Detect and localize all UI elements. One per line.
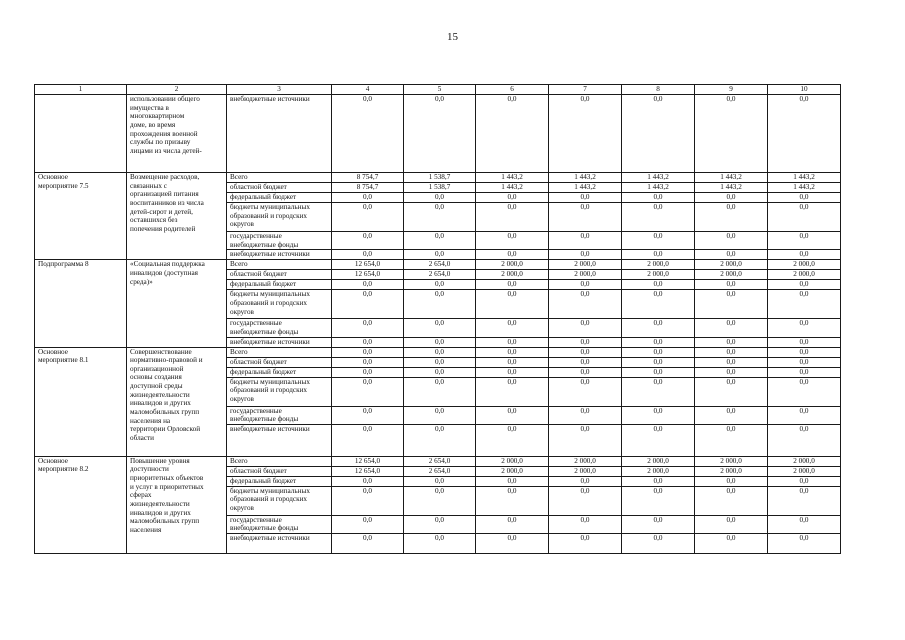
amount-cell: 0,0	[332, 290, 404, 319]
amount-cell: 0,0	[332, 319, 404, 337]
amount-cell: 0,0	[476, 319, 549, 337]
funding-source-cell: областной бюджет	[227, 466, 332, 476]
amount-cell: 12 654,0	[332, 260, 404, 270]
amount-cell: 0,0	[549, 193, 622, 203]
amount-cell: 0,0	[404, 290, 476, 319]
header-cell: 1	[35, 85, 127, 95]
amount-cell: 0,0	[332, 476, 404, 486]
amount-cell: 0,0	[549, 486, 622, 515]
amount-cell: 0,0	[476, 515, 549, 533]
amount-cell: 0,0	[622, 377, 695, 406]
amount-cell: 2 000,0	[622, 456, 695, 466]
amount-cell: 0,0	[768, 337, 841, 347]
funding-source-cell: внебюджетные источники	[227, 534, 332, 554]
amount-cell: 0,0	[768, 290, 841, 319]
amount-cell: 0,0	[622, 357, 695, 367]
amount-cell: 1 443,2	[768, 183, 841, 193]
funding-source-cell: внебюджетные источники	[227, 250, 332, 260]
amount-cell: 0,0	[332, 250, 404, 260]
amount-cell: 0,0	[622, 290, 695, 319]
funding-source-cell: государственные внебюджетные фонды	[227, 406, 332, 424]
amount-cell: 0,0	[622, 534, 695, 554]
amount-cell: 0,0	[622, 476, 695, 486]
amount-cell: 0,0	[332, 357, 404, 367]
amount-cell: 1 443,2	[476, 183, 549, 193]
amount-cell: 0,0	[768, 193, 841, 203]
amount-cell: 2 000,0	[768, 466, 841, 476]
amount-cell: 0,0	[404, 193, 476, 203]
amount-cell: 0,0	[622, 319, 695, 337]
amount-cell: 0,0	[622, 250, 695, 260]
amount-cell: 12 654,0	[332, 456, 404, 466]
amount-cell: 0,0	[476, 250, 549, 260]
amount-cell: 2 000,0	[695, 466, 768, 476]
amount-cell: 0,0	[476, 337, 549, 347]
amount-cell: 0,0	[622, 95, 695, 173]
amount-cell: 0,0	[695, 203, 768, 232]
funding-source-cell: федеральный бюджет	[227, 280, 332, 290]
amount-cell: 0,0	[549, 319, 622, 337]
amount-cell: 0,0	[332, 337, 404, 347]
amount-cell: 2 000,0	[768, 260, 841, 270]
table-row	[35, 173, 841, 183]
amount-cell: 0,0	[332, 534, 404, 554]
amount-cell: 2 654,0	[404, 466, 476, 476]
amount-cell: 0,0	[768, 95, 841, 173]
amount-cell: 1 443,2	[695, 183, 768, 193]
header-cell: 10	[768, 85, 841, 95]
amount-cell: 0,0	[768, 319, 841, 337]
amount-cell: 0,0	[332, 367, 404, 377]
funding-source-cell: федеральный бюджет	[227, 476, 332, 486]
amount-cell: 0,0	[549, 476, 622, 486]
amount-cell: 0,0	[476, 424, 549, 456]
amount-cell: 0,0	[404, 280, 476, 290]
amount-cell: 0,0	[768, 406, 841, 424]
amount-cell: 0,0	[549, 367, 622, 377]
amount-cell: 0,0	[476, 377, 549, 406]
amount-cell: 0,0	[622, 424, 695, 456]
funding-source-cell: Всего	[227, 347, 332, 357]
amount-cell: 0,0	[768, 377, 841, 406]
amount-cell: 0,0	[404, 424, 476, 456]
amount-cell: 1 443,2	[622, 173, 695, 183]
amount-cell: 0,0	[476, 232, 549, 250]
amount-cell: 0,0	[476, 290, 549, 319]
funding-source-cell: внебюджетные источники	[227, 95, 332, 173]
amount-cell: 2 000,0	[549, 270, 622, 280]
amount-cell: 2 000,0	[476, 270, 549, 280]
amount-cell: 0,0	[476, 534, 549, 554]
amount-cell: 0,0	[549, 406, 622, 424]
amount-cell: 0,0	[549, 347, 622, 357]
table-row	[35, 347, 841, 357]
amount-cell: 0,0	[622, 337, 695, 347]
amount-cell: 0,0	[695, 95, 768, 173]
amount-cell: 0,0	[404, 232, 476, 250]
funding-source-cell: государственные внебюджетные фонды	[227, 232, 332, 250]
amount-cell: 0,0	[622, 486, 695, 515]
amount-cell: 0,0	[476, 357, 549, 367]
amount-cell: 0,0	[695, 476, 768, 486]
funding-source-cell: бюджеты муниципальных образований и городских округов	[227, 290, 332, 319]
amount-cell: 12 654,0	[332, 270, 404, 280]
amount-cell: 0,0	[476, 347, 549, 357]
amount-cell: 0,0	[768, 476, 841, 486]
amount-cell: 0,0	[332, 486, 404, 515]
amount-cell: 2 000,0	[549, 466, 622, 476]
amount-cell: 0,0	[332, 95, 404, 173]
amount-cell: 1 443,2	[549, 173, 622, 183]
amount-cell: 1 443,2	[476, 173, 549, 183]
amount-cell: 0,0	[622, 203, 695, 232]
amount-cell: 0,0	[549, 250, 622, 260]
amount-cell: 1 443,2	[695, 173, 768, 183]
amount-cell: 0,0	[332, 280, 404, 290]
amount-cell: 0,0	[768, 515, 841, 533]
amount-cell: 2 000,0	[622, 260, 695, 270]
amount-cell: 0,0	[549, 515, 622, 533]
header-cell: 4	[332, 85, 404, 95]
amount-cell: 0,0	[695, 319, 768, 337]
amount-cell: 0,0	[622, 367, 695, 377]
amount-cell: 0,0	[695, 250, 768, 260]
amount-cell: 0,0	[695, 357, 768, 367]
amount-cell: 0,0	[695, 406, 768, 424]
amount-cell: 0,0	[404, 250, 476, 260]
budget-table-body	[35, 85, 841, 554]
program-description-cell: «Социальная поддержка инвалидов (доступная среда)»	[127, 260, 227, 347]
header-cell: 8	[622, 85, 695, 95]
amount-cell: 0,0	[476, 486, 549, 515]
amount-cell: 0,0	[549, 290, 622, 319]
amount-cell: 2 000,0	[476, 456, 549, 466]
amount-cell: 0,0	[695, 232, 768, 250]
amount-cell: 0,0	[768, 367, 841, 377]
amount-cell: 0,0	[768, 534, 841, 554]
funding-source-cell: областной бюджет	[227, 270, 332, 280]
funding-source-cell: федеральный бюджет	[227, 367, 332, 377]
funding-source-cell: областной бюджет	[227, 357, 332, 367]
amount-cell: 0,0	[768, 347, 841, 357]
program-description-cell: Совершенствование нормативно-правовой и организационной основы создания доступной среды жизнедеятельности инвалидов и других маломобильных групп населения на территории Орловской области	[127, 347, 227, 456]
table-row	[35, 95, 841, 173]
funding-source-cell: областной бюджет	[227, 183, 332, 193]
amount-cell: 0,0	[768, 357, 841, 367]
amount-cell: 0,0	[404, 486, 476, 515]
program-description-cell: Возмещение расходов, связанных с организацией питания воспитанников из числа детей-сирот и детей, оставшихся без попечения родителей	[127, 173, 227, 260]
amount-cell: 0,0	[549, 203, 622, 232]
amount-cell: 0,0	[332, 377, 404, 406]
amount-cell: 0,0	[404, 515, 476, 533]
amount-cell: 0,0	[768, 424, 841, 456]
amount-cell: 2 000,0	[476, 466, 549, 476]
amount-cell: 8 754,7	[332, 183, 404, 193]
amount-cell: 8 754,7	[332, 173, 404, 183]
funding-source-cell: Всего	[227, 173, 332, 183]
program-description-cell: Повышение уровня доступности приоритетных объектов и услуг в приоритетных сферах жизнедеятельности инвалидов и других маломобильных групп населения	[127, 456, 227, 553]
amount-cell: 0,0	[404, 95, 476, 173]
amount-cell: 0,0	[404, 367, 476, 377]
amount-cell: 0,0	[622, 406, 695, 424]
amount-cell: 1 443,2	[768, 173, 841, 183]
header-cell: 5	[404, 85, 476, 95]
amount-cell: 0,0	[768, 486, 841, 515]
amount-cell: 0,0	[549, 95, 622, 173]
funding-source-cell: бюджеты муниципальных образований и городских округов	[227, 486, 332, 515]
funding-source-cell: внебюджетные источники	[227, 424, 332, 456]
amount-cell: 2 000,0	[768, 270, 841, 280]
amount-cell: 0,0	[695, 377, 768, 406]
amount-cell: 1 443,2	[549, 183, 622, 193]
amount-cell: 0,0	[404, 347, 476, 357]
amount-cell: 0,0	[404, 476, 476, 486]
amount-cell: 0,0	[476, 406, 549, 424]
amount-cell: 0,0	[695, 337, 768, 347]
amount-cell: 0,0	[695, 534, 768, 554]
amount-cell: 0,0	[476, 476, 549, 486]
header-cell: 6	[476, 85, 549, 95]
amount-cell: 0,0	[549, 280, 622, 290]
amount-cell: 0,0	[332, 232, 404, 250]
amount-cell: 2 654,0	[404, 456, 476, 466]
table-row	[35, 260, 841, 270]
amount-cell: 1 443,2	[622, 183, 695, 193]
table-row	[35, 456, 841, 466]
amount-cell: 0,0	[332, 406, 404, 424]
funding-source-cell: государственные внебюджетные фонды	[227, 319, 332, 337]
amount-cell: 0,0	[549, 357, 622, 367]
amount-cell: 0,0	[476, 367, 549, 377]
funding-source-cell: бюджеты муниципальных образований и городских округов	[227, 377, 332, 406]
amount-cell: 0,0	[695, 367, 768, 377]
amount-cell: 2 000,0	[768, 456, 841, 466]
amount-cell: 0,0	[404, 337, 476, 347]
header-cell: 9	[695, 85, 768, 95]
amount-cell: 1 538,7	[404, 183, 476, 193]
amount-cell: 0,0	[622, 280, 695, 290]
program-label-cell	[35, 95, 127, 173]
amount-cell: 0,0	[622, 515, 695, 533]
amount-cell: 0,0	[549, 534, 622, 554]
amount-cell: 0,0	[476, 203, 549, 232]
amount-cell: 0,0	[768, 250, 841, 260]
amount-cell: 0,0	[332, 424, 404, 456]
amount-cell: 2 654,0	[404, 260, 476, 270]
amount-cell: 12 654,0	[332, 466, 404, 476]
amount-cell: 0,0	[695, 515, 768, 533]
program-description-cell: использовании общего имущества в многоквартирном доме, во время прохождения военной службы по призыву лицами из числа детей-	[127, 95, 227, 173]
funding-source-cell: Всего	[227, 456, 332, 466]
amount-cell: 0,0	[404, 357, 476, 367]
amount-cell: 2 000,0	[622, 270, 695, 280]
amount-cell: 2 000,0	[695, 456, 768, 466]
funding-source-cell: федеральный бюджет	[227, 193, 332, 203]
amount-cell: 2 000,0	[549, 456, 622, 466]
program-label-cell: Подпрограмма 8	[35, 260, 127, 347]
amount-cell: 0,0	[549, 377, 622, 406]
amount-cell: 0,0	[476, 95, 549, 173]
funding-source-cell: государственные внебюджетные фонды	[227, 515, 332, 533]
amount-cell: 0,0	[622, 232, 695, 250]
amount-cell: 0,0	[695, 347, 768, 357]
header-row	[35, 85, 841, 95]
amount-cell: 0,0	[332, 203, 404, 232]
program-label-cell: Основное мероприятие 8.2	[35, 456, 127, 553]
amount-cell: 0,0	[549, 424, 622, 456]
amount-cell: 0,0	[695, 193, 768, 203]
amount-cell: 0,0	[332, 347, 404, 357]
amount-cell: 0,0	[695, 280, 768, 290]
amount-cell: 0,0	[476, 280, 549, 290]
amount-cell: 2 000,0	[622, 466, 695, 476]
amount-cell: 2 000,0	[476, 260, 549, 270]
budget-table	[34, 84, 841, 554]
amount-cell: 0,0	[768, 203, 841, 232]
amount-cell: 0,0	[695, 424, 768, 456]
amount-cell: 0,0	[622, 347, 695, 357]
header-cell: 2	[127, 85, 227, 95]
amount-cell: 0,0	[476, 193, 549, 203]
header-cell: 7	[549, 85, 622, 95]
amount-cell: 0,0	[549, 337, 622, 347]
amount-cell: 2 000,0	[549, 260, 622, 270]
amount-cell: 0,0	[768, 232, 841, 250]
amount-cell: 0,0	[404, 406, 476, 424]
amount-cell: 2 654,0	[404, 270, 476, 280]
amount-cell: 1 538,7	[404, 173, 476, 183]
amount-cell: 0,0	[622, 193, 695, 203]
funding-source-cell: Всего	[227, 260, 332, 270]
amount-cell: 0,0	[332, 515, 404, 533]
amount-cell: 0,0	[404, 377, 476, 406]
amount-cell: 0,0	[549, 232, 622, 250]
amount-cell: 2 000,0	[695, 270, 768, 280]
funding-source-cell: внебюджетные источники	[227, 337, 332, 347]
amount-cell: 2 000,0	[695, 260, 768, 270]
amount-cell: 0,0	[768, 280, 841, 290]
program-label-cell: Основное мероприятие 7.5	[35, 173, 127, 260]
amount-cell: 0,0	[404, 203, 476, 232]
page-number: 15	[447, 31, 458, 43]
amount-cell: 0,0	[332, 193, 404, 203]
amount-cell: 0,0	[695, 486, 768, 515]
funding-source-cell: бюджеты муниципальных образований и городских округов	[227, 203, 332, 232]
amount-cell: 0,0	[695, 290, 768, 319]
header-cell: 3	[227, 85, 332, 95]
amount-cell: 0,0	[404, 319, 476, 337]
program-label-cell: Основное мероприятие 8.1	[35, 347, 127, 456]
amount-cell: 0,0	[404, 534, 476, 554]
